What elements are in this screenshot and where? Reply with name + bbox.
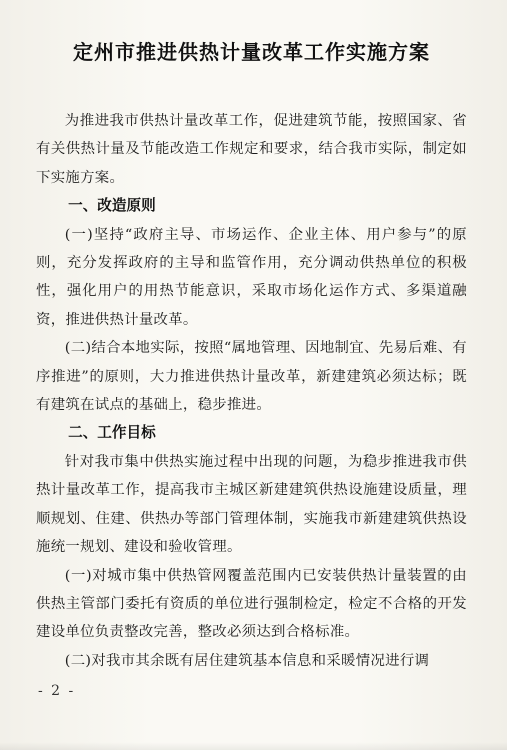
section-heading-goals: 二、工作目标 <box>68 424 156 442</box>
goal-paragraph-3: (二)对我市其余既有居住建筑基本信息和采暖情况进行调 <box>64 652 430 669</box>
goal-paragraph-1: 针对我市集中供热实施过程中出现的问题，为稳步推进我市供热计量改革工作，提高我市主城区新建建筑供热设施建设质量，理顺规划、住建、供热办等部门管理体制，实施我市新建建筑供热设施统一规划、建设和验收管理。 <box>36 453 467 556</box>
goal-paragraph-2: (一)对城市集中供热管网覆盖范围内已安装供热计量装置的由供热主管部门委托有资质的单位进行强制检定，检定不合格的开发建设单位负责整改完善，整改必须达到合格标准。 <box>36 567 467 641</box>
section-principles <box>36 192 467 419</box>
section-heading-principles: 一、改造原则 <box>68 197 156 215</box>
page-number: - 2 - <box>38 683 76 699</box>
intro-paragraph: 为推进我市供热计量改革工作，促进建筑节能，按照国家、省有关供热计量及节能改造工作规定和要求，结合我市实际，制定如下实施方案。 <box>36 113 467 186</box>
principle-paragraph-1: (一)坚持“政府主导、市场运作、企业主体、用户参与”的原则，充分发挥政府的主导和监管作用，充分调动供热单位的积极性，强化用户的用热节能意识，采取市场化运作方式、多渠道融资，推进供热计量改革。 <box>36 226 467 328</box>
document-title: 定州市推进供热计量改革工作实施方案 <box>73 40 430 64</box>
principle-paragraph-2: (二)结合本地实际，按照“属地管理、因地制宜、先易后难、有序推进”的原则，大力推进供热计量改革，新建建筑必须达标；既有建筑在试点的基础上，稳步推进。 <box>36 340 467 414</box>
paper-edge-shadow <box>0 742 507 750</box>
section-goals <box>36 419 467 675</box>
